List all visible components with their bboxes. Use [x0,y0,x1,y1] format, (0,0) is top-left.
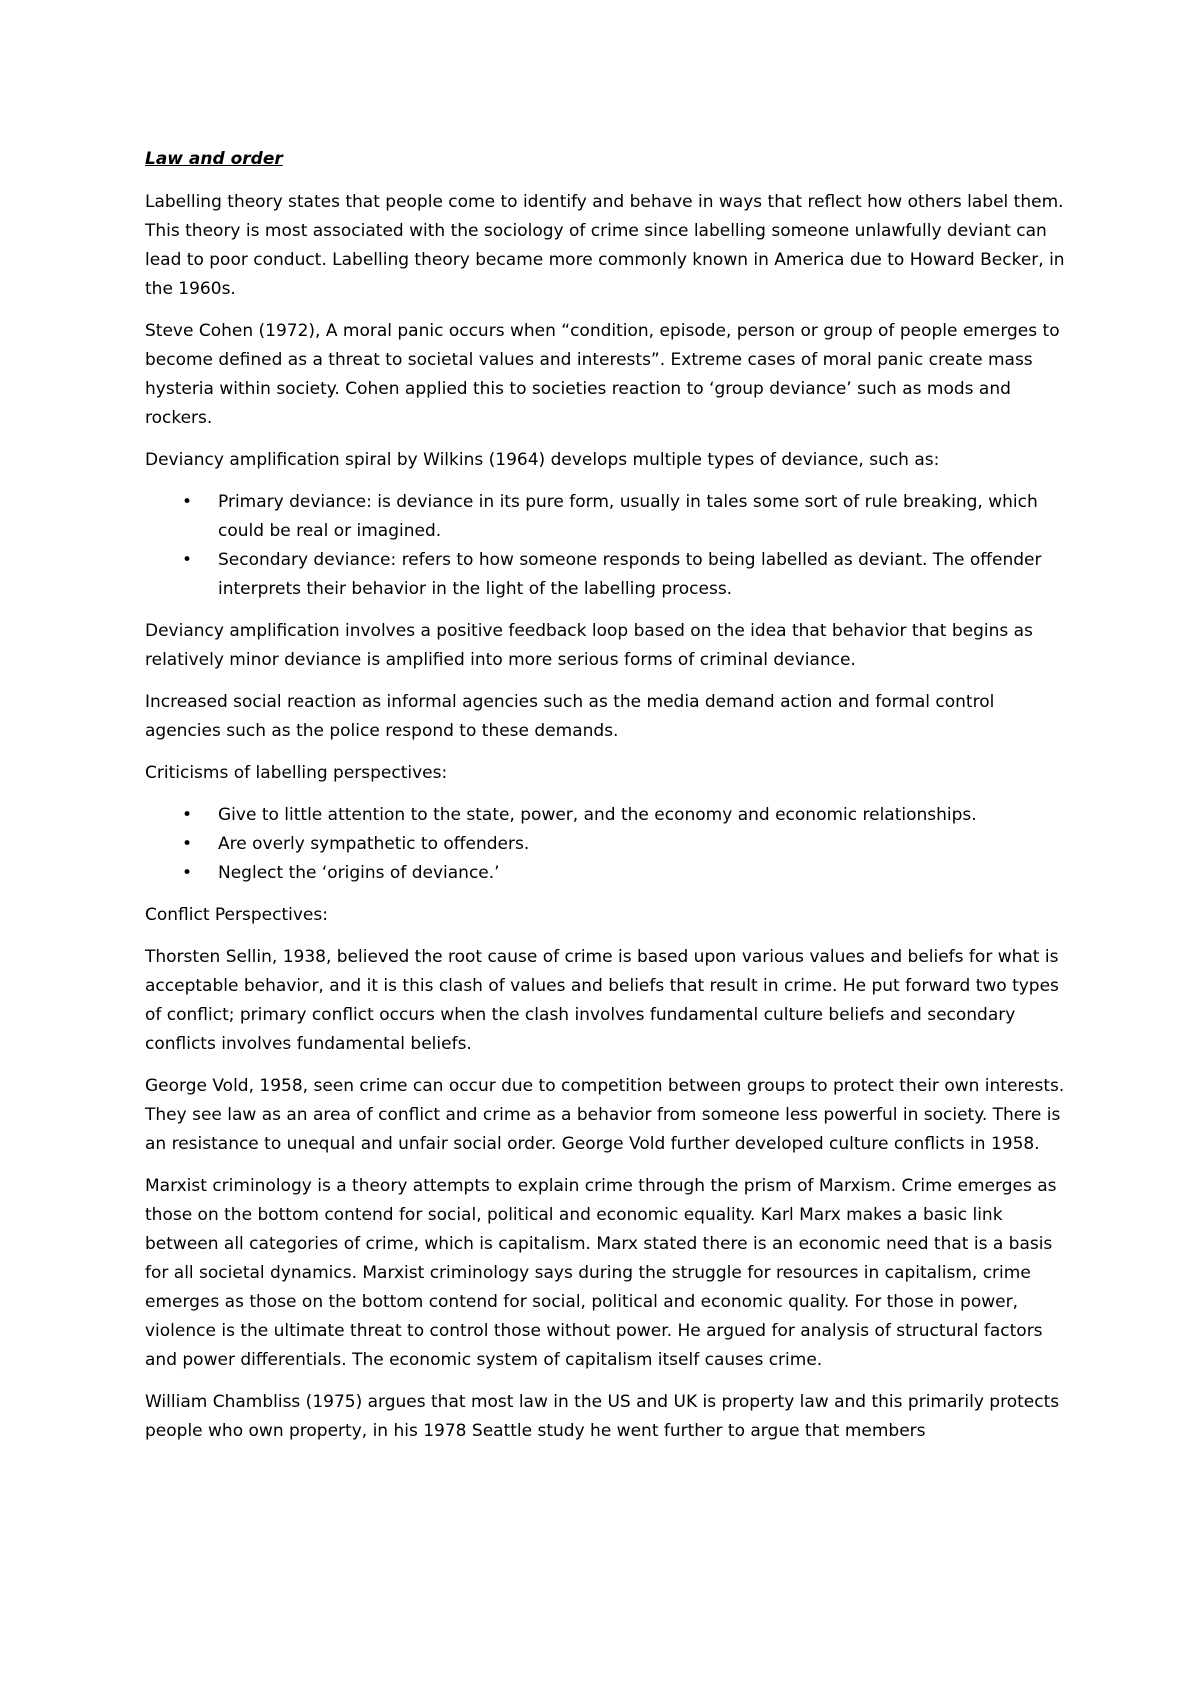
paragraph-sellin: Thorsten Sellin, 1938, believed the root cause of crime is based upon various values and beliefs for what is acceptable behavior, and it is this clash of values and beliefs that result in crime. He put forward two types of conflict; primary conflict occurs when the clash involves fundamental culture beliefs and secondary conflicts involves fundamental beliefs. [145,947,1059,1054]
paragraph-deviancy-spiral-intro: Deviancy amplification spiral by Wilkins (1964) develops multiple types of deviance, such as: [145,450,940,470]
paragraph-chambliss: William Chambliss (1975) argues that most law in the US and UK is property law and this primarily protects people who own property, in his 1978 Seattle study he went further to argue that members [145,1392,1060,1441]
paragraph-social-reaction: Increased social reaction as informal agencies such as the media demand action and formal control agencies such as the police respond to these demands. [145,692,995,741]
paragraph-marxist-criminology: Marxist criminology is a theory attempts to explain crime through the prism of Marxism. Crime emerges as those on the bottom contend for social, political and economic equality. Karl Marx makes a basic link between all categories of crime, which is capitalism. Marx stated there is an economic need that is a basis for all societal dynamics. Marxist criminology says during the struggle for resources in capitalism, crime emerges as those on the bottom contend for social, political and economic quality. For those in power, violence is the ultimate threat to control those without power. He argued for analysis of structural factors and power differentials. The economic system of capitalism itself causes crime. [145,1176,1057,1370]
paragraph-moral-panic: Steve Cohen (1972), A moral panic occurs when “condition, episode, person or group of people emerges to become defined as a threat to societal values and interests”. Extreme cases of moral panic create mass hysteria within society. Cohen applied this to societies reaction to ‘group deviance’ such as mods and rockers. [145,321,1060,428]
conflict-perspectives-heading: Conflict Perspectives: [145,905,328,925]
paragraph-vold: George Vold, 1958, seen crime can occur due to competition between groups to protect their own interests. They see law as an area of conflict and crime as a behavior from someone less powerful in society. There is an resistance to unequal and unfair social order. George Vold further developed culture conflicts in 1958. [145,1076,1065,1154]
list-item-secondary-deviance: • Secondary deviance: refers to how someone responds to being labelled as deviant. The offender interprets their behavior in the light of the labelling process. [145,546,1070,604]
paragraph-deviancy-amplification: Deviancy amplification involves a positive feedback loop based on the idea that behavior that begins as relatively minor deviance is amplified into more serious forms of criminal deviance. [145,621,1033,670]
criticisms-heading: Criticisms of labelling perspectives: [145,763,448,783]
paragraph-labelling-theory: Labelling theory states that people come to identify and behave in ways that reflect how others label them. This theory is most associated with the sociology of crime since labelling someone unlawfully deviant can lead to poor conduct. Labelling theory became more commonly known in America due to Howard Becker, in the 1960s. [145,192,1065,299]
document-title: Law and order [145,149,283,169]
document-body [145,145,1070,1459]
list-item-criticism: • Give to little attention to the state, power, and the economy and economic relationships. [145,801,1070,830]
list-item-primary-deviance: • Primary deviance: is deviance in its pure form, usually in tales some sort of rule breaking, which could be real or imagined. [145,488,1070,546]
criticisms-list [145,801,1070,888]
list-item-criticism: • Are overly sympathetic to offenders. [145,830,1070,859]
deviance-types-list [145,488,1070,604]
list-item-criticism: • Neglect the ‘origins of deviance.’ [145,859,1070,888]
